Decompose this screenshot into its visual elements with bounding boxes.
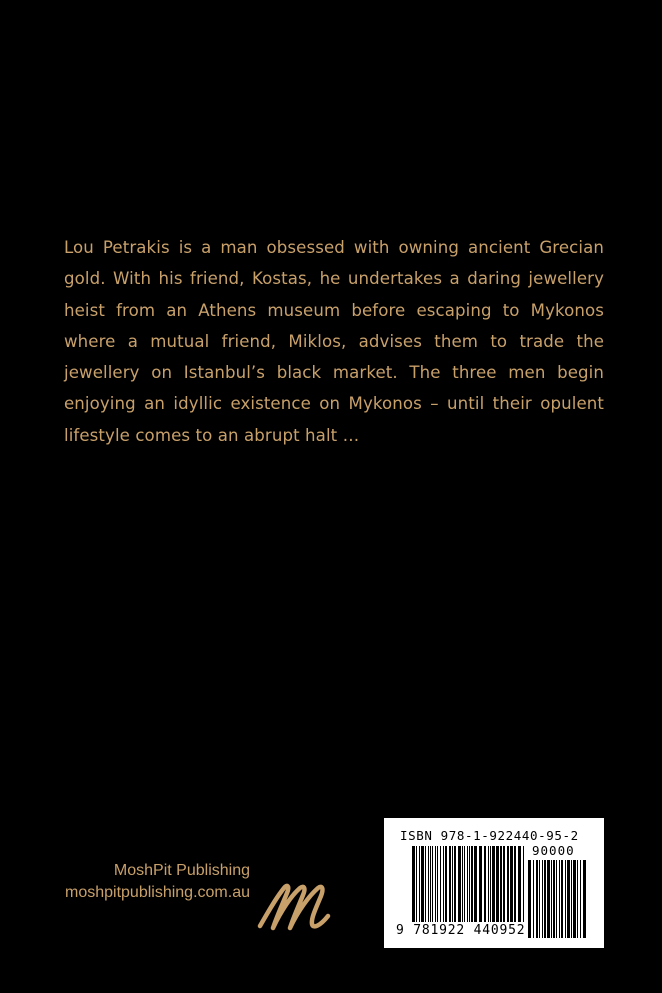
- barcode-bar: [523, 846, 524, 922]
- script-m-logo-icon: [254, 866, 338, 938]
- barcode-bar: [553, 860, 555, 938]
- barcode-bar: [452, 846, 453, 922]
- barcode-bar: [559, 860, 560, 938]
- barcode-digits: 9 781922 440952: [396, 923, 526, 938]
- barcode-bar: [518, 846, 521, 922]
- barcode-bar: [514, 846, 516, 922]
- barcode-bar: [449, 846, 451, 922]
- barcode-bar: [419, 846, 420, 922]
- barcode-bar: [484, 846, 486, 922]
- barcode-bar: [474, 846, 477, 922]
- barcode-bar: [567, 860, 570, 938]
- barcode-bar: [490, 846, 491, 922]
- barcode-bar: [542, 860, 543, 938]
- barcode-bar: [496, 846, 499, 922]
- barcode-bar: [565, 860, 566, 938]
- barcode-bar: [583, 860, 586, 938]
- barcode-bar: [440, 846, 441, 922]
- barcode-bar: [539, 860, 540, 938]
- barcode-bar: [533, 860, 534, 938]
- barcode-bar: [580, 860, 581, 938]
- barcode-bar: [492, 846, 495, 922]
- barcode-bar: [507, 846, 509, 922]
- barcode-bar: [428, 846, 429, 922]
- barcode-bar: [458, 846, 461, 922]
- isbn-label: ISBN 978-1-922440-95-2: [400, 828, 579, 843]
- barcode-bar: [510, 846, 513, 922]
- barcode-bar: [556, 860, 557, 938]
- publisher-name: MoshPit Publishing: [113, 862, 250, 879]
- barcode-bar: [425, 846, 426, 922]
- barcode-bar: [500, 846, 502, 922]
- barcode-bar: [464, 846, 465, 922]
- barcode-bar: [471, 846, 473, 922]
- barcode-bar: [445, 846, 447, 922]
- barcode-bar: [571, 860, 572, 938]
- barcode-bar: [488, 846, 489, 922]
- back-cover-blurb: Lou Petrakis is a man obsessed with owning ancient Grecian gold. With his friend, Kostas, he undertakes a daring jewellery heist from an Athens museum before escaping to Mykonos where a mutual friend, Miklos, advises them to trade the jewellery on Istanbul’s black market. The three men begin enjoying an idyllic existence on Mykonos – until their opulent lifestyle comes to an abrupt halt …: [64, 238, 604, 445]
- barcode-bar: [479, 846, 482, 922]
- barcode-bar: [412, 846, 415, 922]
- barcode-bar: [528, 860, 531, 938]
- barcode-bar: [503, 846, 505, 922]
- publisher-website: moshpitpublishing.com.au: [65, 884, 250, 901]
- barcode-bar: [435, 846, 436, 922]
- barcode-bar: [437, 846, 438, 922]
- barcode-bar: [432, 846, 433, 922]
- barcode-bar: [547, 860, 550, 938]
- barcode-bar: [577, 860, 578, 938]
- barcode-bar: [462, 846, 463, 922]
- barcode-bar: [443, 846, 444, 922]
- barcode-bar: [544, 860, 546, 938]
- barcode-bar: [467, 846, 468, 922]
- barcode-bar: [454, 846, 456, 922]
- isbn-barcode: [384, 818, 604, 948]
- publisher-block: [40, 860, 250, 904]
- barcode-bar: [430, 846, 431, 922]
- barcode-bar: [469, 846, 470, 922]
- barcode-bar: [416, 846, 417, 922]
- barcode-bar: [561, 860, 563, 938]
- barcode-bar: [421, 846, 424, 922]
- barcode-bar: [573, 860, 576, 938]
- barcode-bar: [551, 860, 552, 938]
- barcode-bar: [536, 860, 538, 938]
- barcode-addon-digits: 90000: [532, 843, 575, 858]
